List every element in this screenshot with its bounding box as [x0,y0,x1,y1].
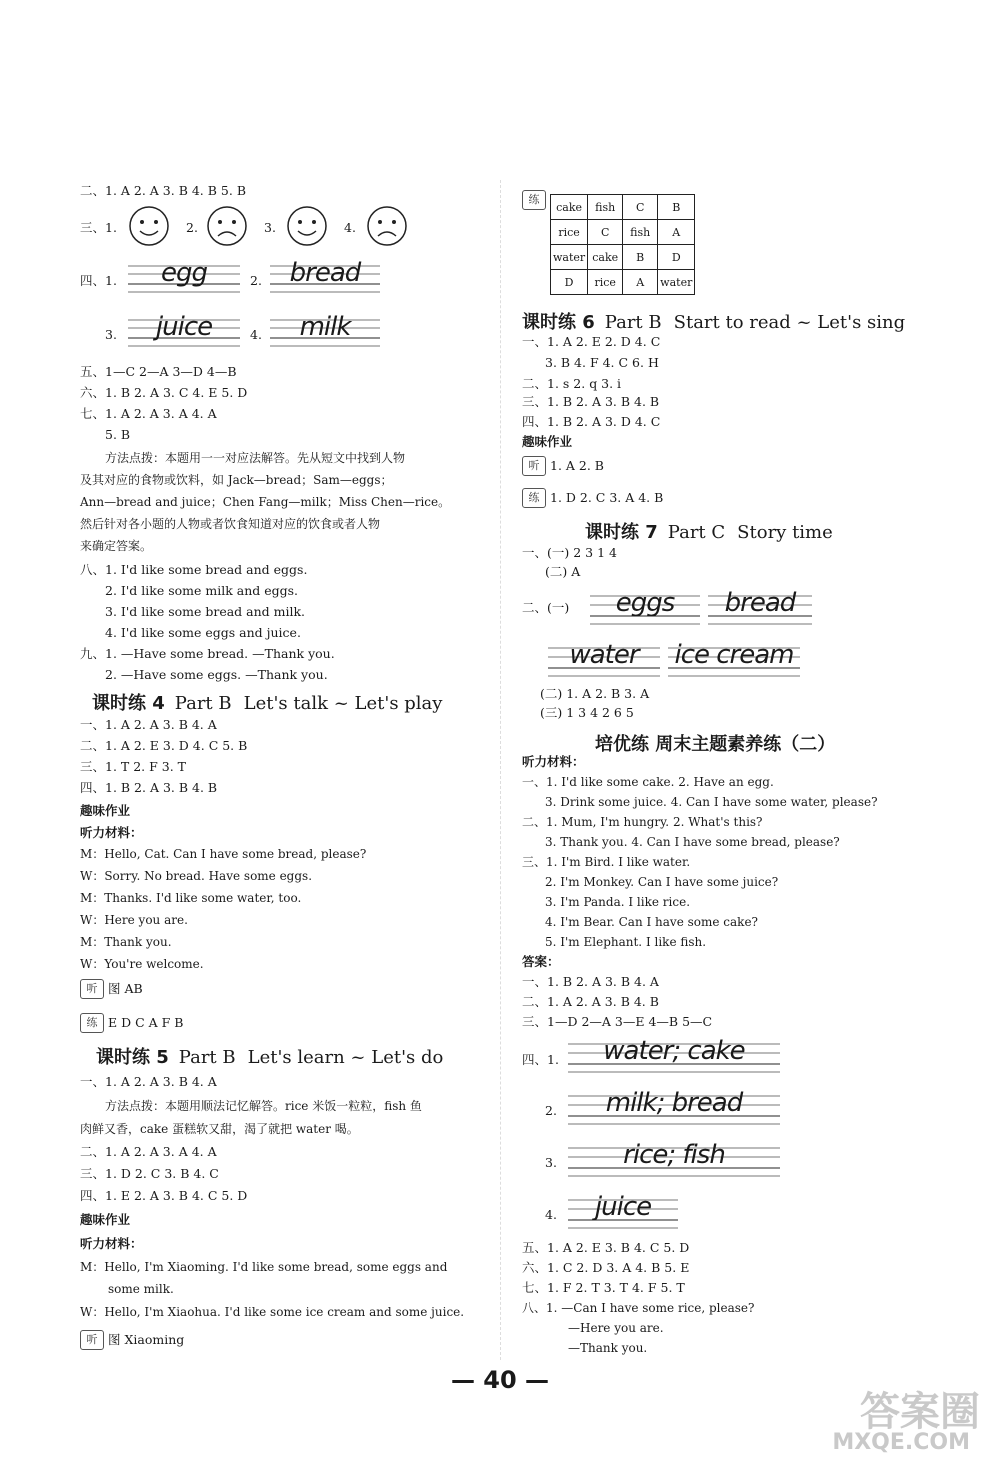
handwriting-water-cake: water; cake [603,1036,745,1066]
dialogue-line: M：Hello, I'm Xiaoming. I'd like some bread, some eggs and [80,1260,448,1274]
column-divider [500,180,501,1360]
dialogue-line: W：Sorry. No bread. Have some eggs. [80,869,313,883]
answer-line: 四、1. [80,273,117,288]
table-cell: cake [588,245,623,270]
answer-line: 八、1. —Can I have some rice, please? [522,1301,755,1315]
handwriting-water: water [569,640,639,670]
answer-number: 3. [545,1155,557,1170]
section-label: 趣味作业 [80,803,131,818]
answer-line: 三、1. [80,220,117,235]
answer-line: 一、1. A 2. A 3. B 4. A [80,1074,217,1089]
section-label: 答案： [522,954,560,969]
answer-line: (二) A [545,564,581,579]
answer-line: 五、1. A 2. E 3. B 4. C 5. D [522,1240,690,1255]
table-cell: C [588,220,623,245]
table-cell: water [658,270,695,295]
lesson-heading: 课时练 6 Part B Start to read ~ Let's sing [522,312,906,333]
answer-line: 3. I'd like some bread and milk. [105,604,306,619]
answer-line: 七、1. A 2. A 3. A 4. A [80,406,217,421]
listen-icon: 听 [522,456,546,476]
table-cell: A [658,220,695,245]
answer-table [550,194,695,295]
method-tip: 然后针对各小题的人物或者饮食知道对应的饮食或者人物 [80,517,381,531]
section-label: 听力材料： [80,1236,143,1251]
table-cell: fish [588,195,623,220]
answer-line: 一、1. B 2. A 3. B 4. A [522,974,659,989]
answer-line: 2. —Have some eggs. —Thank you. [105,667,328,682]
table-cell: rice [551,220,588,245]
table-cell: water [551,245,588,270]
table-cell: B [658,195,695,220]
watermark-url: MXQE.COM [832,1430,970,1455]
answer-line: 1. A 2. B [550,458,604,473]
handwriting-bread: bread [724,588,796,618]
answer-line: 一、(一) 2 3 1 4 [522,545,617,560]
answer-line: 三、1. D 2. C 3. B 4. C [80,1166,219,1181]
answer-line: —Here you are. [568,1321,664,1335]
section-label: 听力材料： [80,825,143,840]
answer-number: 2. [545,1103,557,1118]
answer-line: 二、1. A 2. A 3. A 4. A [80,1144,217,1159]
handwriting-juice: juice [594,1192,652,1222]
handwriting-milk-bread: milk; bread [605,1088,743,1118]
script-line: 2. I'm Monkey. Can I have some juice? [545,875,779,889]
page-number: — 40 — [450,1366,550,1394]
answer-line: 七、1. F 2. T 3. T 4. F 5. T [522,1280,685,1295]
lesson-heading: 课时练 7 Part C Story time [585,522,833,543]
method-tip: 及其对应的食物或饮料，如 Jack—bread；Sam—eggs； [80,473,393,487]
lesson-heading: 课时练 4 Part B Let's talk ~ Let's play [92,693,443,714]
answer-line: 1. D 2. C 3. A 4. B [550,490,664,505]
answer-line: 二、(一) [522,600,570,615]
answer-line: 一、1. A 2. E 2. D 4. C [522,334,661,349]
answer-number: 3. [264,220,276,235]
answer-line: 九、1. —Have some bread. —Thank you. [80,646,335,661]
answer-line: 三、1. T 2. F 3. T [80,759,186,774]
answer-line: 图 Xiaoming [108,1332,185,1347]
table-cell: rice [588,270,623,295]
table-cell: fish [623,220,658,245]
answer-line: 5. B [105,427,131,442]
answer-number: 2. [186,220,198,235]
script-line: 3. Drink some juice. 4. Can I have some water, please? [545,795,878,809]
dialogue-line: some milk. [108,1282,174,1296]
method-tip: 肉鲜又香，cake 蛋糕软又甜，渴了就把 water 喝。 [80,1122,359,1136]
answer-number: 4. [344,220,356,235]
section-label: 趣味作业 [522,434,573,449]
table-cell: D [658,245,695,270]
smiley-face-icon [286,205,328,247]
answer-line: 二、1. s 2. q 3. i [522,376,622,391]
table-cell: cake [551,195,588,220]
method-tip: 来确定答案。 [80,539,153,553]
answer-line: 4. I'd like some eggs and juice. [105,625,301,640]
dialogue-line: M：Hello, Cat. Can I have some bread, please? [80,847,367,861]
sad-face-icon [366,205,408,247]
practice-icon: 练 [522,190,546,210]
script-line: 3. I'm Panda. I like rice. [545,895,691,909]
script-line: 三、1. I'm Bird. I like water. [522,855,691,869]
answer-line: 三、1—D 2—A 3—E 4—B 5—C [522,1014,713,1029]
table-cell: B [623,245,658,270]
answer-line: 图 AB [108,981,143,996]
answer-line: 八、1. I'd like some bread and eggs. [80,562,308,577]
answer-line: 三、1. B 2. A 3. B 4. B [522,394,660,409]
script-line: 一、1. I'd like some cake. 2. Have an egg. [522,775,774,789]
answer-line: 二、1. A 2. A 3. B 4. B 5. B [80,183,247,198]
handwriting-egg: egg [160,258,207,288]
practice-icon: 练 [522,488,546,508]
answer-line: (二) 1. A 2. B 3. A [540,686,650,701]
handwriting-bread: bread [289,258,361,288]
handwriting-juice: juice [155,312,213,342]
dialogue-line: W：You're welcome. [80,957,204,971]
table-cell: D [551,270,588,295]
watermark-logo: 答案圈 [860,1389,980,1435]
answer-number: 4. [250,327,262,342]
method-tip: 方法点拨：本题用顺法记忆解答。rice 米饭一粒粒，fish 鱼 [105,1099,422,1113]
handwriting-eggs: eggs [615,588,675,618]
answer-line: 六、1. C 2. D 3. A 4. B 5. E [522,1260,690,1275]
section-label: 趣味作业 [80,1212,131,1227]
table-cell: A [623,270,658,295]
script-line: 5. I'm Elephant. I like fish. [545,935,707,949]
table-cell: C [623,195,658,220]
answer-line: 一、1. A 2. A 3. B 4. A [80,717,217,732]
method-tip: 方法点拨：本题用一一对应法解答。先从短文中找到人物 [105,451,406,465]
answer-line: 四、1. E 2. A 3. B 4. C 5. D [80,1188,248,1203]
answer-line: 四、1. B 2. A 3. B 4. B [80,780,218,795]
listen-icon: 听 [80,1330,104,1350]
smiley-face-icon [128,205,170,247]
answer-line: 五、1—C 2—A 3—D 4—B [80,364,237,379]
dialogue-line: W：Here you are. [80,913,188,927]
dialogue-line: W：Hello, I'm Xiaohua. I'd like some ice cream and some juice. [80,1305,465,1319]
method-tip: Ann—bread and juice；Chen Fang—milk；Miss Chen—rice。 [80,495,451,509]
answer-line: 六、1. B 2. A 3. C 4. E 5. D [80,385,248,400]
dialogue-line: M：Thank you. [80,935,172,949]
answer-number: 3. [105,327,117,342]
answer-number: 2. [250,273,262,288]
answer-line: 2. I'd like some milk and eggs. [105,583,299,598]
section-label: 听力材料： [522,754,585,769]
listen-icon: 听 [80,979,104,999]
answer-number: 4. [545,1207,557,1222]
answer-line: (三) 1 3 4 2 6 5 [540,705,634,720]
answer-line: E D C A F B [108,1015,184,1030]
sad-face-icon [206,205,248,247]
dialogue-line: M：Thanks. I'd like some water, too. [80,891,302,905]
answer-line: 四、1. [522,1052,559,1067]
handwriting-ice-cream: ice cream [674,640,794,670]
section-heading: 培优练 周末主题素养练（二） [595,734,836,755]
answer-line: —Thank you. [568,1341,648,1355]
script-line: 二、1. Mum, I'm hungry. 2. What's this? [522,815,763,829]
handwriting-rice-fish: rice; fish [623,1140,725,1170]
answer-line: 二、1. A 2. E 3. D 4. C 5. B [80,738,248,753]
handwriting-milk: milk [299,312,351,342]
lesson-heading: 课时练 5 Part B Let's learn ~ Let's do [96,1047,444,1068]
practice-icon: 练 [80,1013,104,1033]
answer-line: 二、1. A 2. A 3. B 4. B [522,994,659,1009]
answer-line: 3. B 4. F 4. C 6. H [545,355,659,370]
script-line: 3. Thank you. 4. Can I have some bread, please? [545,835,840,849]
script-line: 4. I'm Bear. Can I have some cake? [545,915,758,929]
answer-line: 四、1. B 2. A 3. D 4. C [522,414,661,429]
